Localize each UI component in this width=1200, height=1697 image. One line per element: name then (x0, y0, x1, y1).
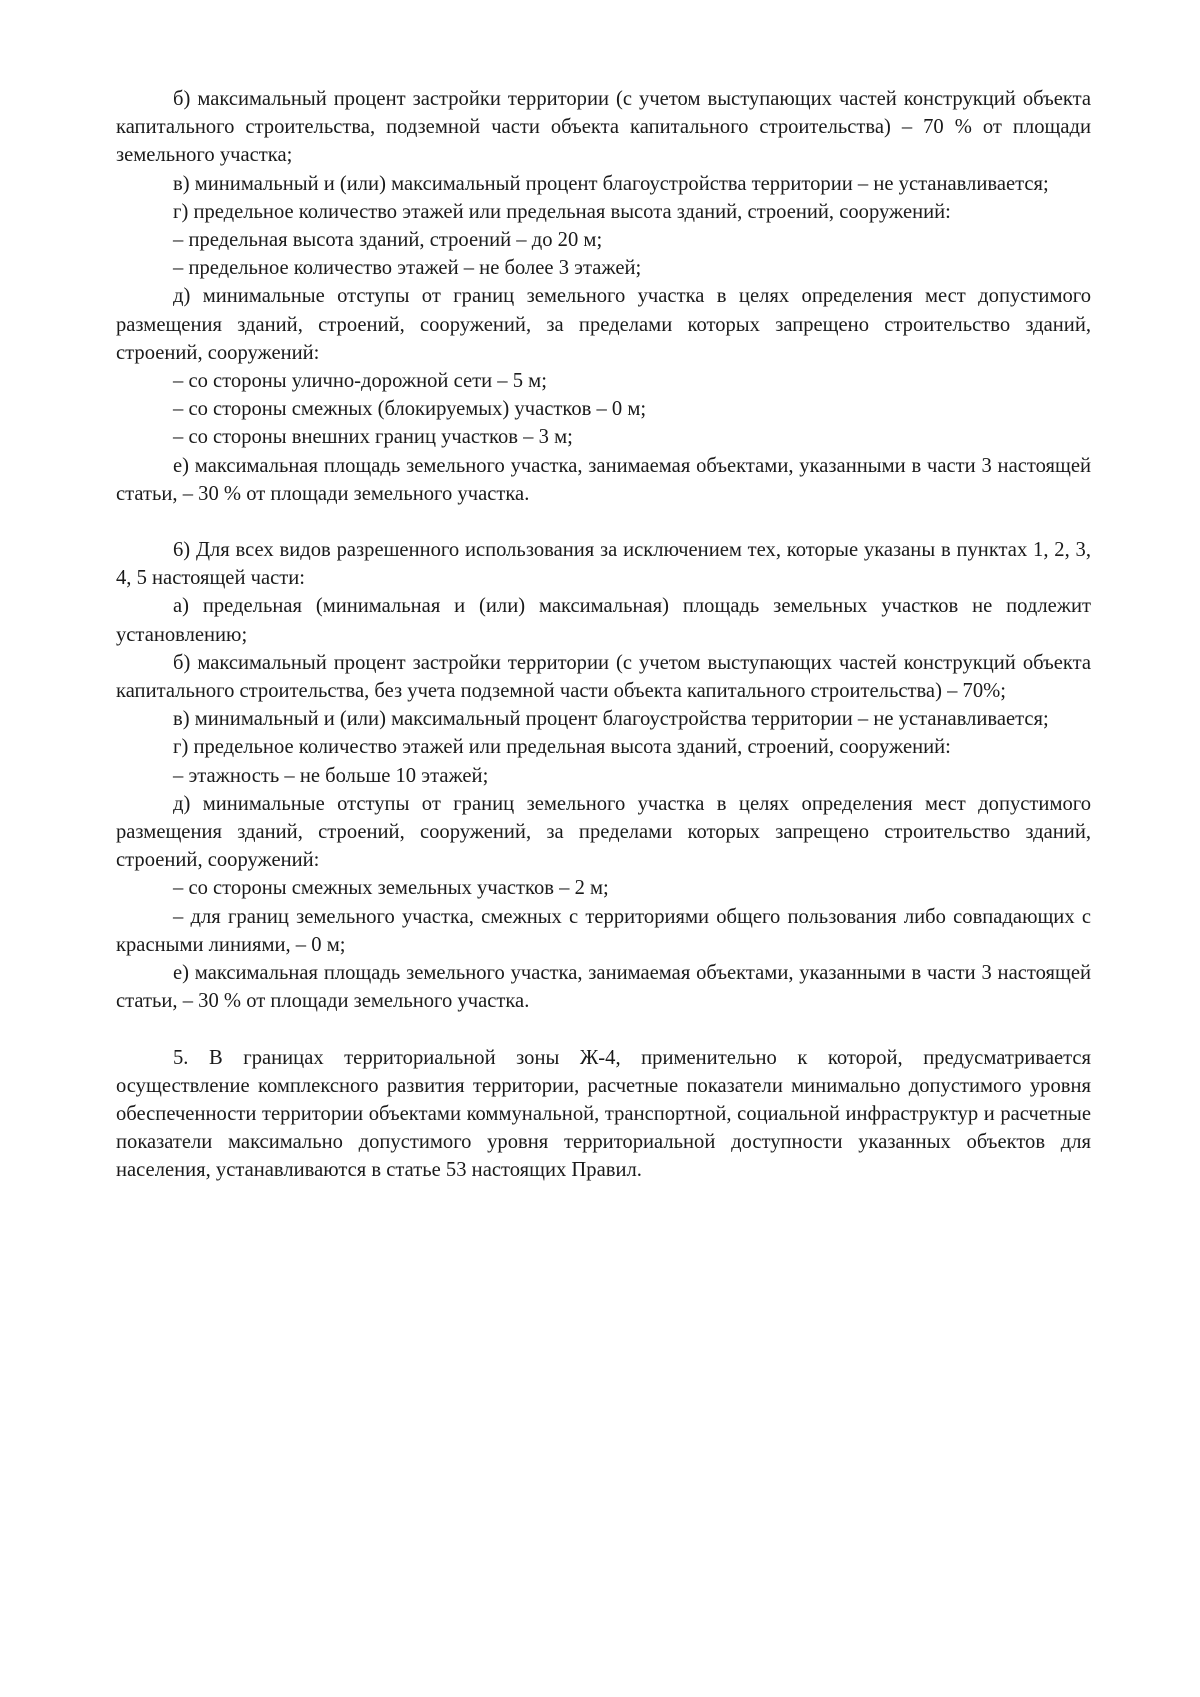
list-item: – со стороны улично-дорожной сети – 5 м; (173, 370, 547, 393)
paragraph: 5. В границах территориальной зоны Ж-4, применительно к которой, предусматривается осуществление комплексного развития территории, расчетные показатели минимально допустимого уровня обеспеченности территории объектами коммунальной, транспортной, социальной инфраструктур и расчетные показатели максимально допустимого уровня территориальной доступности указанных объектов для населения, устанавливаются в статье 53 настоящих Правил. (116, 1046, 1091, 1182)
document-page (116, 85, 1091, 1185)
paragraph: 6) Для всех видов разрешенного использования за исключением тех, которые указаны в пунктах 1, 2, 3, 4, 5 настоящей части: (116, 539, 1091, 590)
paragraph: б) максимальный процент застройки территории (с учетом выступающих частей конструкций объекта капитального строительства, подземной части объекта капитального строительства) – 70 % от площади земельного участка; (116, 88, 1091, 167)
list-item: – этажность – не больше 10 этажей; (173, 764, 489, 787)
paragraph: д) минимальные отступы от границ земельного участка в целях определения мест допустимого размещения зданий, строений, сооружений, за пределами которых запрещено строительство зданий, строений, сооружений: (116, 792, 1091, 872)
section-zone-zh4 (116, 1044, 1091, 1185)
list-item: – со стороны смежных (блокируемых) участков – 0 м; (173, 398, 647, 421)
paragraph: в) минимальный и (или) максимальный процент благоустройства территории – не устанавливается; (173, 708, 1049, 731)
paragraph-gap (116, 1016, 1091, 1044)
list-item: – со стороны смежных земельных участков – 2 м; (173, 877, 609, 900)
paragraph: а) предельная (минимальная и (или) максимальная) площадь земельных участков не подлежит установлению; (116, 595, 1091, 646)
paragraph: е) максимальная площадь земельного участка, занимаемая объектами, указанными в части 3 настоящей статьи, – 30 % от площади земельного участка. (116, 962, 1091, 1013)
list-item: – со стороны внешних границ участков – 3 м; (173, 426, 573, 449)
section-zone-parameters (116, 85, 1091, 508)
paragraph: д) минимальные отступы от границ земельного участка в целях определения мест допустимого размещения зданий, строений, сооружений, за пределами которых запрещено строительство зданий, строений, сооружений: (116, 285, 1091, 364)
list-item: – предельная высота зданий, строений – до 20 м; (173, 229, 603, 252)
paragraph-gap (116, 508, 1091, 536)
section-other-uses (116, 536, 1091, 1015)
list-item: – для границ земельного участка, смежных с территориями общего пользования либо совпадающих с красными линиями, – 0 м; (116, 905, 1091, 956)
paragraph: г) предельное количество этажей или предельная высота зданий, строений, сооружений: (173, 200, 951, 223)
paragraph: г) предельное количество этажей или предельная высота зданий, строений, сооружений: (173, 736, 951, 759)
paragraph: в) минимальный и (или) максимальный процент благоустройства территории – не устанавливается; (173, 172, 1049, 195)
paragraph: б) максимальный процент застройки территории (с учетом выступающих частей конструкций объекта капитального строительства, без учета подземной части объекта капитального строительства) – 70%; (116, 651, 1091, 703)
list-item: – предельное количество этажей – не более 3 этажей; (173, 257, 642, 280)
paragraph: е) максимальная площадь земельного участка, занимаемая объектами, указанными в части 3 настоящей статьи, – 30 % от площади земельного участка. (116, 454, 1091, 505)
